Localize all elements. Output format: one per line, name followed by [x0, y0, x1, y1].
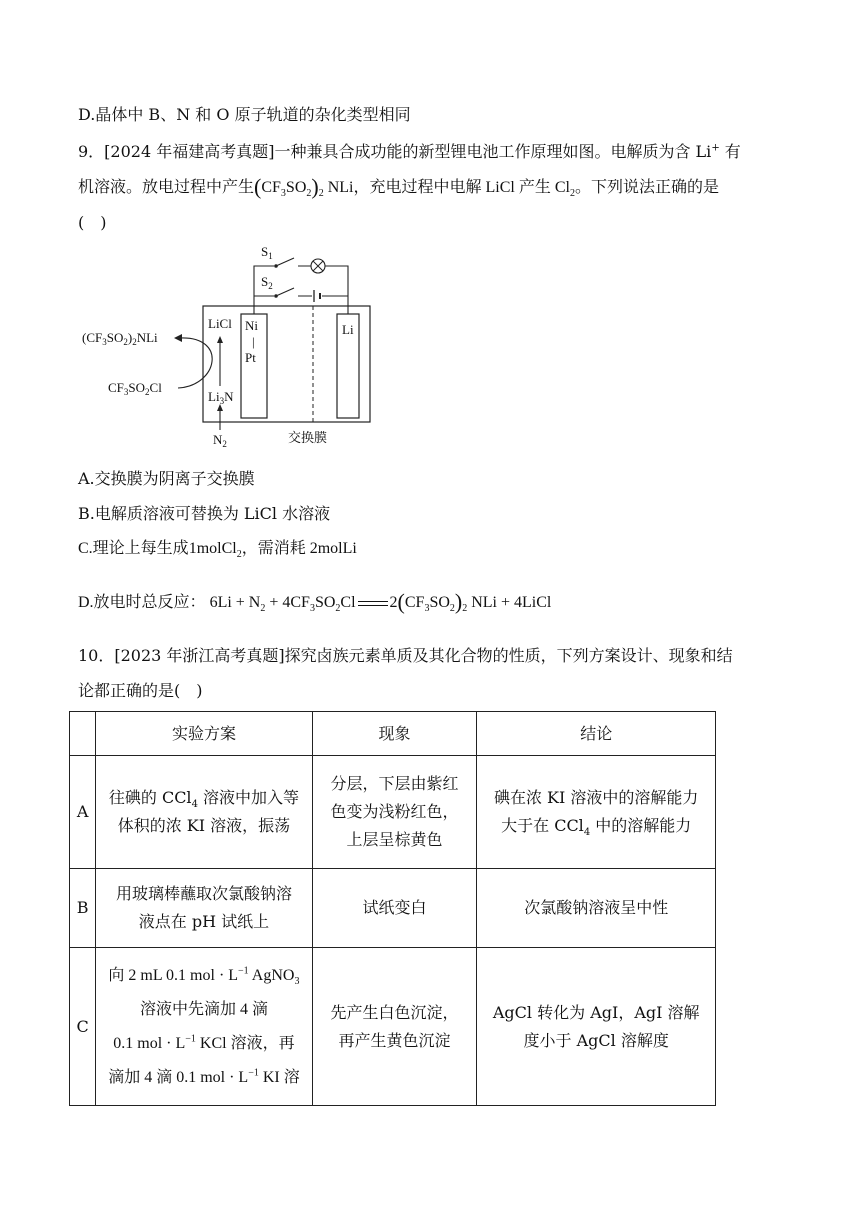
label-li-electrode: Li: [342, 322, 354, 337]
cell-phenomenon: 试纸变白: [312, 869, 477, 948]
label-s1: $S_1$: [261, 244, 273, 261]
header-phenomenon: 现象: [312, 712, 477, 756]
experiment-table: [69, 711, 716, 1106]
battery-diagram: [78, 236, 378, 452]
row-label: C: [70, 948, 96, 1106]
label-s2: $S_2$: [261, 274, 273, 291]
q9-stem-line3: ( ): [78, 213, 107, 232]
q9-option-b: B.电解质溶液可替换为 LiCl 水溶液: [78, 504, 331, 523]
header-plan: 实验方案: [96, 712, 312, 756]
q10-stem-line1: 10．[2023 年浙江高考真题]探究卤族元素单质及其化合物的性质，下列方案设计、现象和结: [78, 646, 733, 665]
q8-option-d: D.晶体中 B、N 和 O 原子轨道的杂化类型相同: [78, 105, 411, 124]
header-conclusion: 结论: [477, 712, 716, 756]
table-row: [70, 869, 716, 948]
cell-plan: 用玻璃棒蘸取次氯酸钠溶 液点在 pH 试纸上: [96, 869, 312, 948]
row-label: A: [70, 756, 96, 869]
table-row: [70, 948, 716, 1106]
arrow-head-left: [174, 334, 182, 342]
header-blank: [70, 712, 96, 756]
q9-option-a: A.交换膜为阴离子交换膜: [78, 469, 255, 488]
cell-conclusion: 次氯酸钠溶液呈中性: [477, 869, 716, 948]
q10-stem-line2: 论都正确的是( ): [78, 681, 203, 700]
cell-conclusion: 碘在浓 KI 溶液中的溶解能力 大于在 CCl$_4$ 中的溶解能力: [477, 756, 716, 869]
cell-phenomenon: 先产生白色沉淀， 再产生黄色沉淀: [312, 948, 477, 1106]
label-ni: Ni: [245, 318, 258, 333]
arrow-head-up-1: [217, 336, 223, 343]
label-n2: $N_2$: [213, 432, 227, 449]
cell-plan: 往碘的 CCl$_4$ 溶液中加入等 体积的浓 KI 溶液，振荡: [96, 756, 312, 869]
equals-sign: [358, 601, 388, 606]
label-li3n: $Li_3N$: [208, 389, 234, 406]
label-membrane: 交换膜: [288, 430, 328, 445]
row-label: B: [70, 869, 96, 948]
label-pt: Pt: [245, 350, 256, 365]
q9-option-d: D.放电时总反应： $6Li + N_2 + 4CF_3SO_2Cl$ $2(CF_3SO_2)_2$ NLi + 4LiCl: [78, 589, 552, 615]
q9-stem-line2: 机溶液。放电过程中产生$(CF_3SO_2)_2$ NLi，充电过程中电解 LiCl 产生 $Cl_2$。下列说法正确的是: [78, 174, 719, 200]
label-bar: |: [252, 334, 255, 349]
cell-plan: 向 2 mL 0.1 mol · $L^{-1}$ AgNO$_3$ 溶液中先滴加 4 滴 0.1 mol · $L^{-1}$ KCl 溶液，再 滴加 4 滴 0.1 mol · $L^{-1}$ KI 溶: [96, 948, 312, 1106]
q9-option-c: C.理论上每生成1molCl$_2$，需消耗 2molLi: [78, 540, 357, 561]
table-row: [70, 756, 716, 869]
cell-phenomenon: 分层，下层由紫红 色变为浅粉红色， 上层呈棕黄色: [312, 756, 477, 869]
label-reagent: $CF_3SO_2Cl$: [108, 380, 162, 397]
curved-reaction-arrow: [178, 338, 212, 388]
q9-stem-line1: 9．[2024 年福建高考真题]一种兼具合成功能的新型锂电池工作原理如图。电解质为含 Li+ 有: [78, 142, 741, 161]
label-licl: LiCl: [208, 316, 232, 331]
cell-conclusion: AgCl 转化为 AgI，AgI 溶解 度小于 AgCl 溶解度: [477, 948, 716, 1106]
label-product: $(CF_3SO_2)_2NLi$: [82, 330, 158, 347]
table-header-row: [70, 712, 716, 756]
